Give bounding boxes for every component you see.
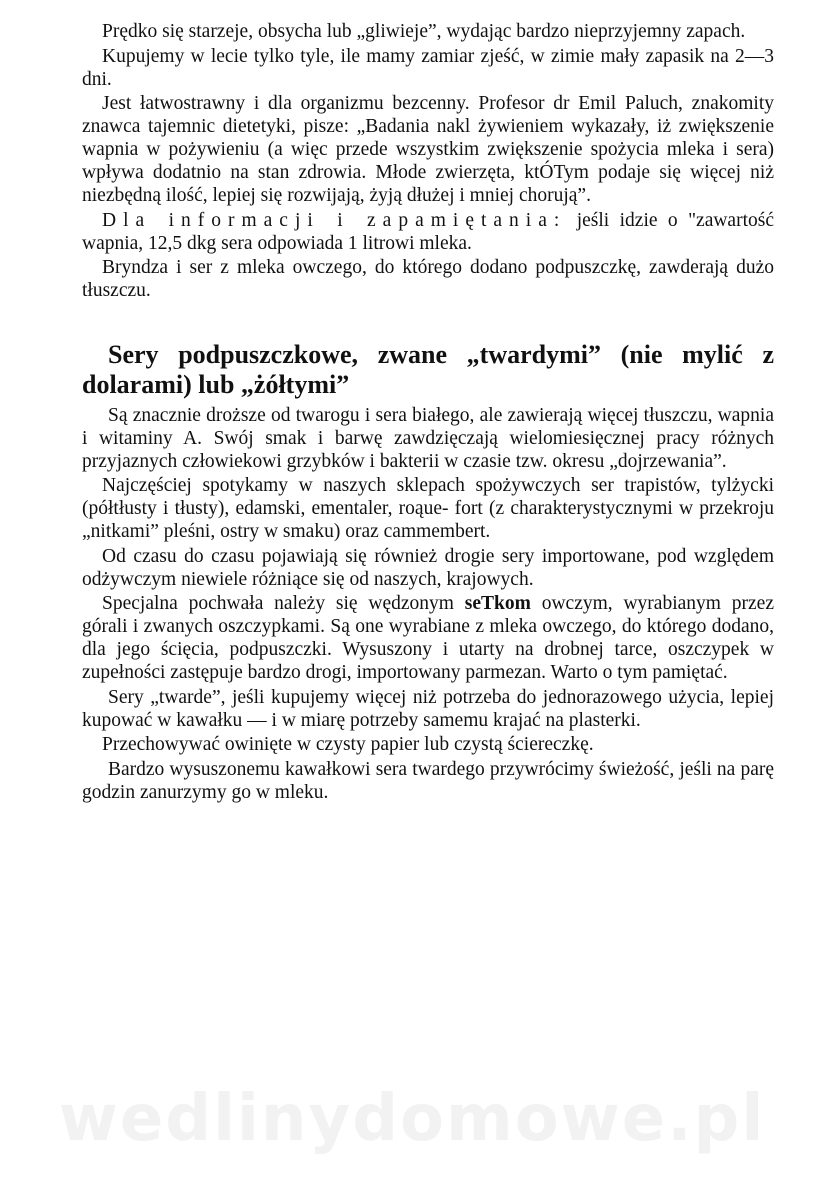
paragraph-text: owczym, wyrabianym przez górali i zwanych oszczypkami. Są one wyrabiane z mleka owczego, do którego dodano, dla jego ścięcia, podpuszczki. Wysuszony i utarty na drobnej tarce, oszczypek w zupełności zastępuje bardzo drogi, importowany parmezan. Warto o tym pamiętać. bbox=[82, 593, 774, 683]
paragraph: Bardzo wysuszonemu kawałkowi sera twardego przywrócimy świeżość, jeśli na parę godzin zanurzymy go w mleku. bbox=[82, 758, 774, 803]
paragraph bbox=[82, 592, 774, 684]
paragraph-text: Specjalna pochwała należy się wędzonym bbox=[102, 593, 465, 614]
paragraph: Jest łatwostrawny i dla organizmu bezcenny. Profesor dr Emil Paluch, znakomity znawca tajemnic dietetyki, pisze: „Badania nakl żywieniem wykazały, iż zwiększenie wapnia w pożywieniu (a więc przede wszystkim zwiększenie spożycia mleka i sera) wpływa dodatnio na stan zdrowia. Młode zwierzęta, ktÓTym podaje się więcej niż niezbędną ilość, lepiej się rozwijają, żyją dłużej i mniej chorują”. bbox=[82, 93, 774, 206]
paragraph: Sery „twarde”, jeśli kupujemy więcej niż potrzeba do jednorazowego użycia, lepiej kupować w kawałku — i w miarę potrzeby samemu krajać na plasterki. bbox=[82, 686, 774, 731]
paragraph: Prędko się starzeje, obsycha lub „gliwieje”, wydając bardzo nieprzyjemny zapach. bbox=[102, 21, 746, 42]
paragraph: Przechowywać owinięte w czysty papier lub czystą ściereczkę. bbox=[102, 734, 594, 755]
paragraph-text: jeśli idzie o "zawartość wapnia, 12,5 dkg sera odpowiada 1 litrowi mleka. bbox=[82, 209, 774, 254]
paragraph: Są znacznie droższe od twarogu i sera białego, ale zawierają więcej tłuszczu, wapnia i witaminy A. Swój smak i barwę zawdzięczają wielomiesięcznej pracy różnych przyjaznych człowiekowi grzybków i bakterii w czasie tzw. okresu „dojrzewania”. bbox=[82, 404, 774, 472]
spaced-emphasis: Dla informacji i zapamiętania: bbox=[102, 209, 567, 231]
section-gap bbox=[82, 304, 774, 340]
paragraph: Kupujemy w lecie tylko tyle, ile mamy zamiar zjeść, w zimie mały zapasik na 2—3 dni. bbox=[82, 45, 774, 90]
paragraph: Bryndza i ser z mleka owczego, do którego dodano podpuszczkę, zawderają dużo tłuszczu. bbox=[82, 257, 774, 301]
paragraph: Od czasu do czasu pojawiają się również drogie sery importowane, pod względem odżywczym niewiele różniące się od naszych, krajowych. bbox=[82, 545, 774, 590]
paragraph: Najczęściej spotykamy w naszych sklepach spożywczych ser trapistów, tylżycki (półtłusty i tłusty), edamski, ementaler, roąue- fort (z charakterystycznymi w przekroju „nitkami” pleśni, ostry w smaku) oraz cammembert. bbox=[82, 475, 774, 542]
paragraph bbox=[82, 209, 774, 255]
watermark: wedlinydomowe.pl bbox=[58, 1082, 766, 1156]
bold-word: seTkom bbox=[464, 593, 531, 614]
section-heading: Sery podpuszczkowe, zwane „twardymi” (nie mylić z dolarami) lub „żółtymi” bbox=[82, 339, 774, 399]
document-body bbox=[82, 20, 774, 805]
